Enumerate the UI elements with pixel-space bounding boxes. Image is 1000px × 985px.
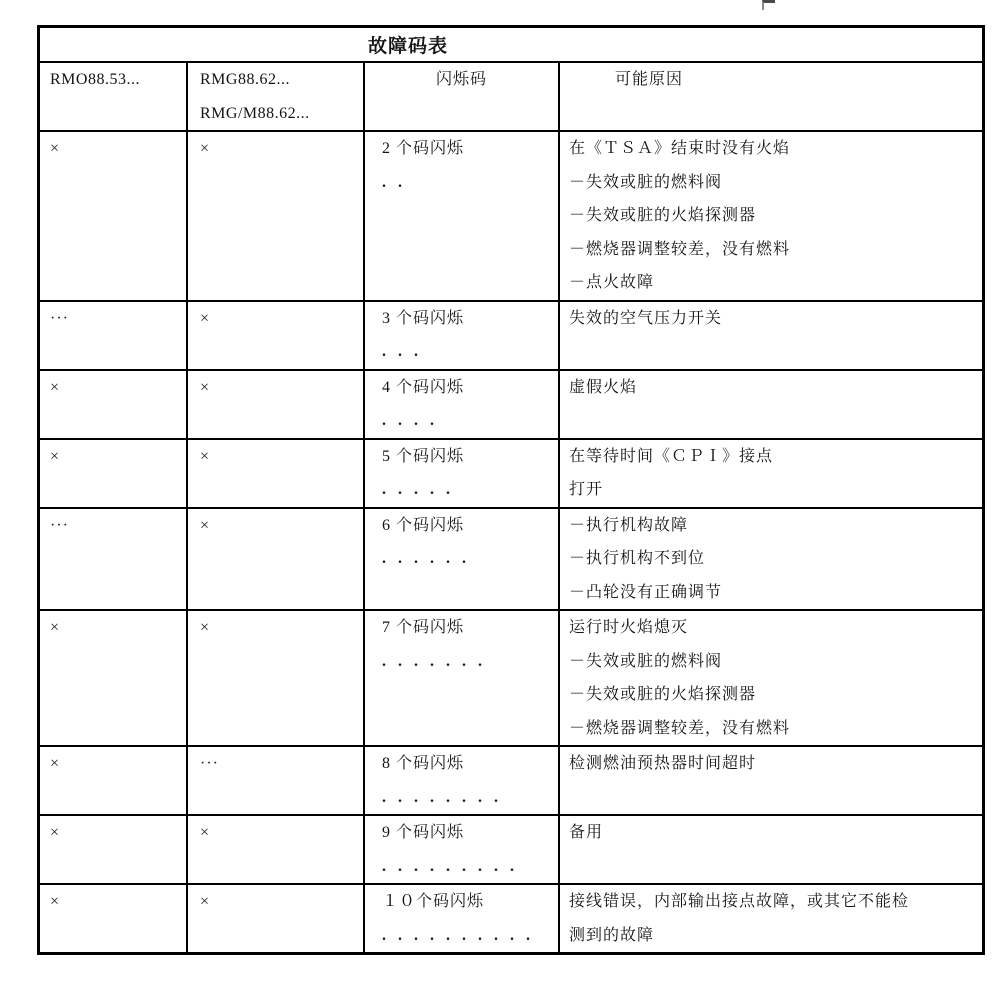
- flash-code-label: 4 个码闪烁: [382, 378, 465, 396]
- rmo-mark: ×: [50, 755, 61, 772]
- flash-code-label: １０个码闪烁: [382, 893, 485, 910]
- table-row: [40, 609, 982, 745]
- flash-code-cell: [363, 611, 558, 745]
- cause-line: 接线错误，内部输出接点故障，或其它不能检: [569, 893, 910, 910]
- rmg-mark: ×: [186, 611, 363, 745]
- header-model-rmo: [40, 63, 186, 130]
- rmg-mark: ···: [186, 747, 363, 814]
- cause-line: 虚假火焰: [569, 378, 638, 396]
- header-model-rmo-label: RMO88.53...: [50, 71, 140, 88]
- cause-cell: [558, 885, 982, 952]
- cause-line: 检测燃油预热器时间超时: [569, 755, 757, 772]
- table-row: [40, 507, 982, 610]
- cause-cell: [558, 132, 982, 300]
- flash-code-cell: [363, 371, 558, 438]
- header-model-rmg-line1: RMG88.62...: [200, 71, 290, 88]
- fault-code-table: [37, 25, 985, 955]
- cause-line: －执行机构故障: [569, 516, 689, 534]
- flash-code-dots: . . . . . . . . .: [382, 857, 518, 875]
- cause-line: －失效或脏的燃料阀: [569, 173, 723, 191]
- rmg-mark: ×: [186, 440, 363, 507]
- rmo-mark: ···: [50, 309, 69, 327]
- flash-code-label: 8 个码闪烁: [382, 755, 465, 772]
- flash-code-label: 9 个码闪烁: [382, 824, 465, 841]
- rmo-mark: ×: [50, 447, 61, 465]
- flash-code-dots: . . . . . . . .: [382, 788, 502, 806]
- flash-code-cell: [363, 747, 558, 814]
- flash-code-cell: [363, 132, 558, 300]
- flash-code-cell: [363, 302, 558, 369]
- table-row: [40, 369, 982, 438]
- rmg-mark: ×: [186, 509, 363, 610]
- table-row: [40, 300, 982, 369]
- header-model-rmg: [186, 63, 363, 130]
- rmg-mark: ×: [186, 371, 363, 438]
- cause-cell: [558, 440, 982, 507]
- flash-code-dots: . . . .: [382, 412, 438, 429]
- rmg-mark: ×: [186, 132, 363, 300]
- header-possible-cause-label: 可能原因: [615, 71, 684, 88]
- rmo-mark: ×: [50, 619, 61, 636]
- header-flash-code-label: 闪烁码: [435, 71, 487, 88]
- cause-cell: [558, 611, 982, 745]
- table-row: [40, 814, 982, 883]
- cause-line: 运行时火焰熄灭: [569, 619, 689, 636]
- flash-code-dots: . . . . . . . . . .: [382, 926, 534, 944]
- rmg-mark: ×: [186, 816, 363, 883]
- header-flash-code: [363, 63, 558, 130]
- cause-cell: [558, 509, 982, 610]
- header-model-rmg-line2: RMG/M88.62...: [200, 104, 310, 122]
- flash-code-cell: [363, 440, 558, 507]
- rmo-mark: ×: [50, 140, 61, 157]
- cause-line: 失效的空气压力开关: [569, 309, 723, 327]
- flash-code-label: 2 个码闪烁: [382, 140, 465, 157]
- cause-cell: [558, 371, 982, 438]
- cause-line: 在等待时间《ＣＰＩ》接点: [569, 447, 774, 465]
- flash-code-cell: [363, 816, 558, 883]
- cause-line: －执行机构不到位: [569, 550, 706, 567]
- header-possible-cause: [558, 63, 982, 130]
- table-row: [40, 745, 982, 814]
- flash-code-label: 6 个码闪烁: [382, 516, 465, 534]
- rmo-mark: ···: [50, 516, 69, 534]
- flash-code-label: 5 个码闪烁: [382, 447, 465, 465]
- cause-cell: [558, 302, 982, 369]
- table-row: [40, 438, 982, 507]
- flash-code-cell: [363, 885, 558, 952]
- table-title: 故障码表: [368, 36, 449, 57]
- flash-code-dots: . . .: [382, 343, 422, 360]
- table-title-row: [40, 28, 982, 63]
- table-row: [40, 883, 982, 952]
- flash-code-dots: . . . . .: [382, 481, 454, 498]
- cause-line: 备用: [569, 824, 604, 841]
- cropped-page-ink-fragment: [762, 0, 775, 10]
- cause-line: －凸轮没有正确调节: [569, 583, 723, 601]
- table-row: [40, 130, 982, 300]
- cause-cell: [558, 816, 982, 883]
- rmg-mark: ×: [186, 302, 363, 369]
- cause-cell: [558, 747, 982, 814]
- cause-line: －点火故障: [569, 274, 655, 291]
- cause-line: －失效或脏的燃料阀: [569, 652, 723, 670]
- cause-line: 测到的故障: [569, 926, 655, 944]
- cause-line: 在《ＴＳＡ》结束时没有火焰: [569, 140, 791, 157]
- flash-code-label: 7 个码闪烁: [382, 619, 465, 636]
- rmg-mark: ×: [186, 885, 363, 952]
- flash-code-dots: . . . . . .: [382, 550, 470, 567]
- cause-line: －燃烧器调整较差，没有燃料: [569, 719, 791, 737]
- rmo-mark: ×: [50, 378, 61, 396]
- cause-line: 打开: [569, 481, 604, 498]
- flash-code-dots: . . . . . . .: [382, 652, 486, 670]
- cause-line: －失效或脏的火焰探测器: [569, 686, 757, 703]
- rmo-mark: ×: [50, 893, 61, 910]
- flash-code-cell: [363, 509, 558, 610]
- flash-code-label: 3 个码闪烁: [382, 309, 465, 327]
- cause-line: －失效或脏的火焰探测器: [569, 207, 757, 224]
- table-header-row: [40, 63, 982, 130]
- rmo-mark: ×: [50, 824, 61, 841]
- flash-code-dots: . .: [382, 173, 406, 191]
- cause-line: －燃烧器调整较差，没有燃料: [569, 240, 791, 258]
